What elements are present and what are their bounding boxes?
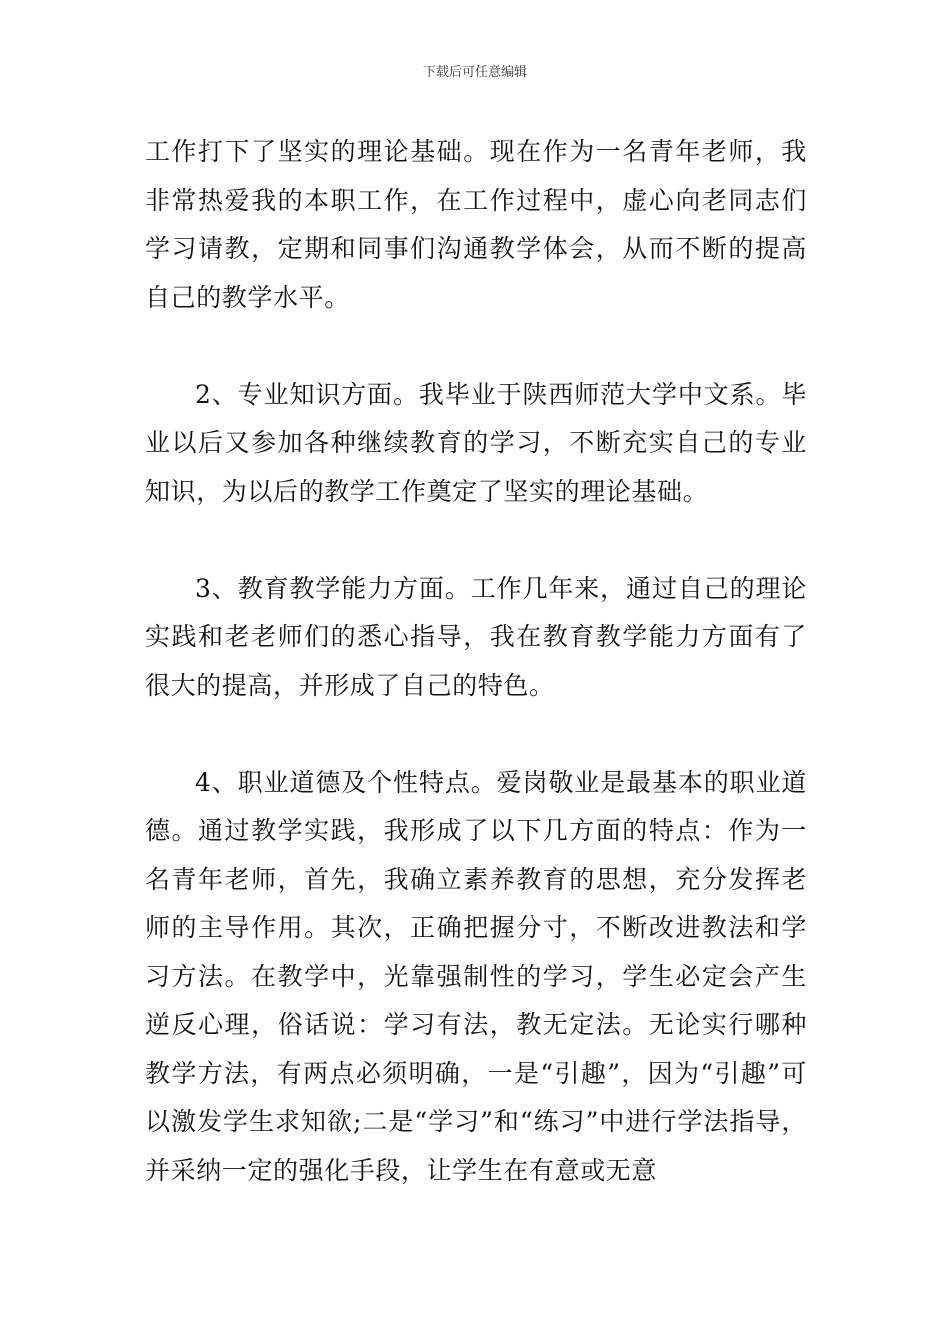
paragraph-professional-ethics: 4、职业道德及个性特点。爱岗敬业是最基本的职业道德。通过教学实践，我形成了以下几方面的特点：作为一名青年老师，首先，我确立素养教育的思想，充分发挥老师的主导作用。其次，正确把握分寸，不断改进教法和学习方法。在教学中，光靠强制性的学习，学生必定会产生逆反心理，俗话说：学习有法，教无定法。无论实行哪种教学方法，有两点必须明确，一是“引趣”，因为“引趣”可以激发学生求知欲;二是“学习”和“练习”中进行学法指导，并采纳一定的强化手段，让学生在有意或无意 [145,767,807,1185]
paragraph-gap [145,710,807,759]
paragraph-gap [145,322,807,371]
document-body [145,128,807,1195]
paragraph-continuation: 工作打下了坚实的理论基础。现在作为一名青年老师，我非常热爱我的本职工作，在工作过程中，虚心向老同志们学习请教，定期和同事们沟通教学体会，从而不断的提高自己的教学水平。 [145,137,807,312]
paragraph-teaching-ability: 3、教育教学能力方面。工作几年来，通过自己的理论实践和老老师们的悉心指导，我在教育教学能力方面有了很大的提高，并形成了自己的特色。 [145,573,807,700]
page-header-note: 下载后可任意编辑 [422,65,527,80]
paragraph-gap [145,516,807,565]
paragraph-professional-knowledge: 2、专业知识方面。我毕业于陕西师范大学中文系。毕业以后又参加各种继续教育的学习，不断充实自己的专业知识，为以后的教学工作奠定了坚实的理论基础。 [145,379,807,506]
